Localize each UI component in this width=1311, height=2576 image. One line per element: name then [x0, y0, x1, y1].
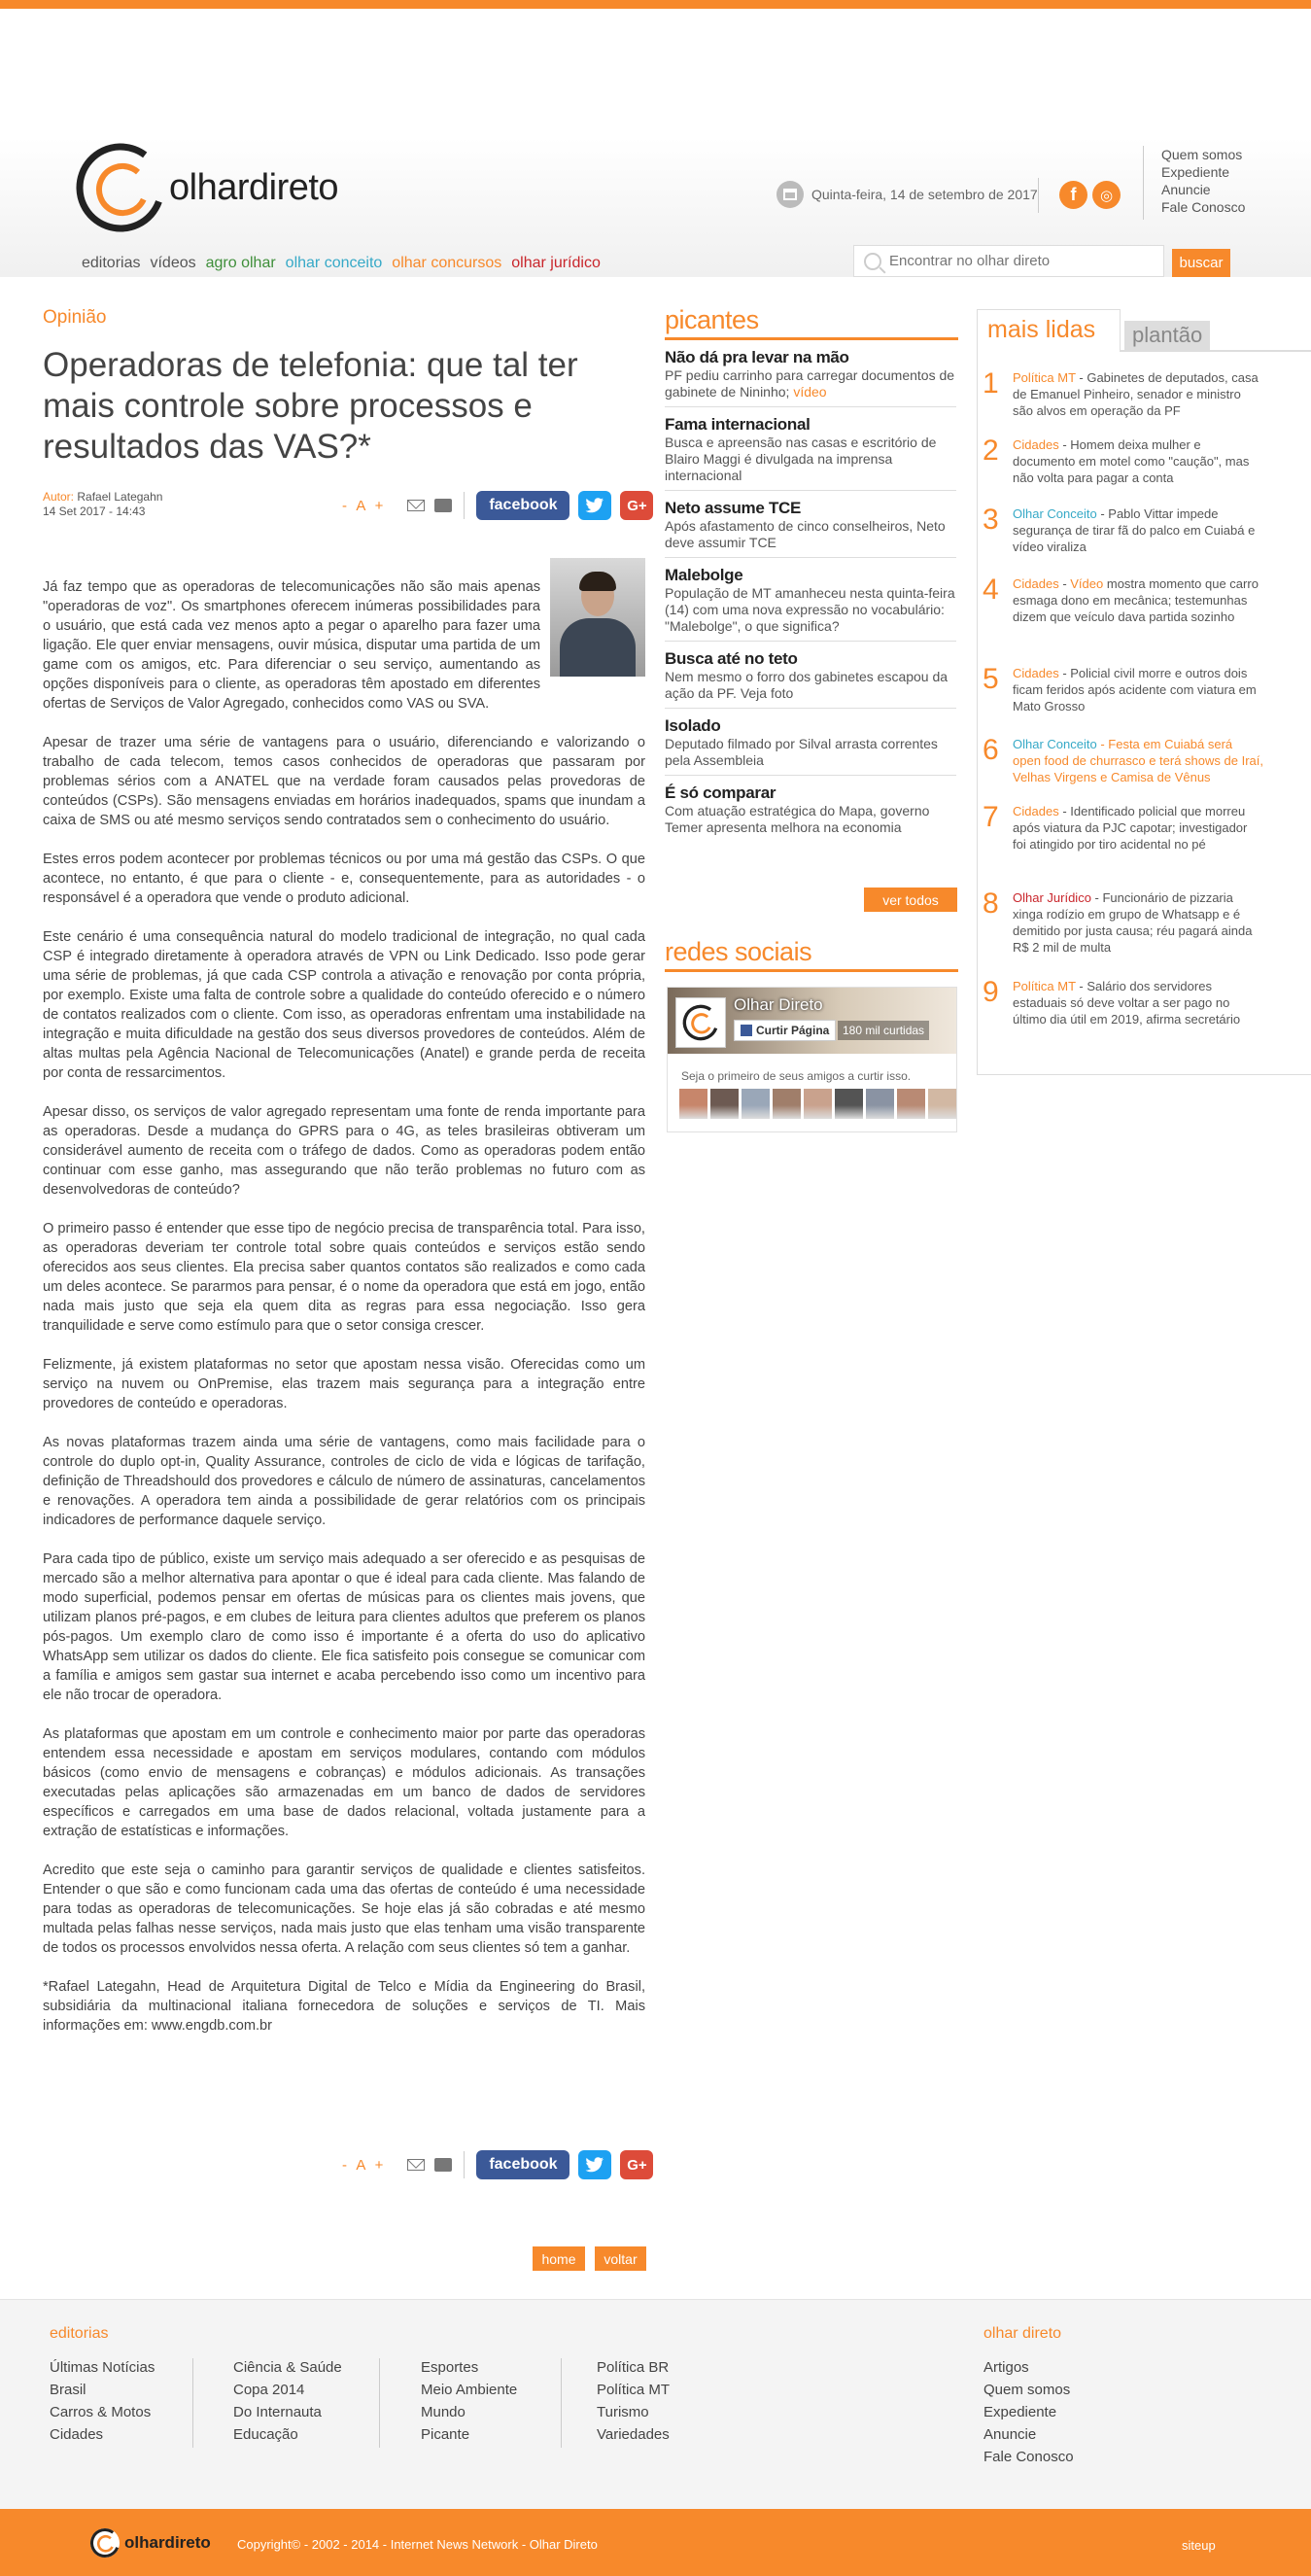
- nav-olhar-juridico[interactable]: olhar jurídico: [511, 255, 601, 271]
- rank-number: 8: [983, 888, 999, 920]
- article-paragraph: Já faz tempo que as operadoras de telecomunicações não são mais apenas "operadoras de voz". Os smartphones oferecem inúmeras possibilidades para o usuário, que está cada vez menos apto a pegar o aparelho para fazer uma ligação. Ele quer enviar mensagens, ouvir música, disputar uma partida de um game com os amigos, etc. Para diferenciar o seu serviço, aumentando as opções disponíveis para o cliente, as operadoras têm apostado em diferentes ofertas de Serviços de Valor Agregado, conhecidos como VAS ou SVA.: [43, 579, 540, 712]
- category-label[interactable]: Cidades: [1013, 576, 1059, 591]
- headline-text: - Gabinetes de deputados, casa de Emanuel Pinheiro, senador e ministro são alvos em operação da PF: [1013, 370, 1259, 418]
- article-paragraph: Acredito que este seja o caminho para garantir serviços de qualidade e clientes satisfeitos. Entender o que são e como funcionam cada uma das ofertas de conteúdo é uma necessidade para todas as operadoras de telecomunicações. Se hoje elas já são cobradas e até mesmo multada pelas falhas nesse serviços, nada mais justo que elas tenham uma visão transparente de todos os processos envolvidos nessa oferta. A relação com seus clientes só tem a ganhar.: [43, 1862, 645, 1956]
- footer-col-1: [50, 2356, 155, 2446]
- share-google-button[interactable]: G+: [620, 491, 653, 520]
- footer-editorias-heading: editorias: [50, 2325, 109, 2342]
- facebook-icon[interactable]: f: [1059, 181, 1087, 209]
- article-paragraph: Este cenário é uma consequência natural do modelo tradicional de integração, no qual cada CSP é integrado diretamente à operadora através de VPN ou Link Dedicado. Isso pode gerar uma série de problemas, já que cada CSP controla a ativação e renovação por conta própria, por exemplo. Existe uma falta de controle sobre a qualidade do conteúdo oferecido e o número de contatos realizados com o cliente. Com isso, as operadoras enfrentam uma instabilidade na integração e muita dificuldade na gestão dos seus diversos provedores de conteúdos. Além de altas multas pela Agência Nacional de Telecomunicações (Anatel) e grande perda de receita por conta de ressarcimentos.: [43, 929, 645, 1081]
- link-quem-somos[interactable]: Quem somos: [1161, 147, 1243, 162]
- picante-text: Com atuação estratégica do Mapa, governo Temer apresenta melhora na economia: [665, 803, 930, 835]
- footer-divider: [379, 2358, 380, 2448]
- mais-lidas-text: [1013, 505, 1263, 555]
- main-nav: [82, 255, 601, 272]
- footer-link[interactable]: Brasil: [50, 2382, 86, 2398]
- friend-avatar[interactable]: [742, 1089, 770, 1119]
- article-paragraph: Apesar disso, os serviços de valor agregado representam uma fonte de renda importante para as operadoras. Desde a mudança do GPRS para o 4G, as teles brasileiras obtiveram um considerável aumento de receita com o tráfego de dados. Como as operadoras podem então continuar com esse ganho, mas assegurando que não terão problemas no futuro com as desenvolvedoras de conteúdo?: [43, 1104, 645, 1198]
- tab-plantao[interactable]: plantão: [1124, 321, 1210, 352]
- link-expediente[interactable]: Expediente: [1161, 164, 1230, 180]
- footer-link[interactable]: Artigos: [983, 2359, 1029, 2376]
- footer-link[interactable]: Fale Conosco: [983, 2449, 1074, 2465]
- headline-text: - Policial civil morre e outros dois ficam feridos após acidente com viatura em Mato Grosso: [1013, 666, 1257, 714]
- home-button[interactable]: home: [533, 2246, 585, 2271]
- article-tools-bottom: [342, 2150, 653, 2179]
- footer-link[interactable]: Cidades: [50, 2426, 104, 2443]
- mais-lidas-item[interactable]: [983, 978, 1264, 1027]
- article-paragraph: As plataformas que apostam em um controle e conhecimento maior por parte das operadoras entendem essa necessidade e apostam em serviços modulares, contando com módulos básicos (como envio de mensagens e cobranças) e módulos adicionais. As transações executadas pelas aplicações são armazenadas em um banco de dados de servidores específicos e carregados em uma base de dados relacional, voltada justamente para a extração de estatísticas e informações.: [43, 1726, 645, 1839]
- friend-avatar[interactable]: [710, 1089, 739, 1119]
- friend-avatar[interactable]: [866, 1089, 894, 1119]
- category-label[interactable]: Cidades: [1013, 804, 1059, 818]
- rank-number: 1: [983, 367, 999, 400]
- category-label[interactable]: Vídeo: [1070, 576, 1104, 591]
- footer-logo-text: olhardireto: [124, 2533, 211, 2552]
- friend-avatar[interactable]: [804, 1089, 832, 1119]
- share-google-button[interactable]: G+: [620, 2150, 653, 2179]
- category-label[interactable]: Olhar Jurídico: [1013, 890, 1091, 905]
- category-label[interactable]: Política MT: [1013, 979, 1076, 993]
- top-accent-bar: [0, 0, 1311, 9]
- picante-item[interactable]: [665, 558, 956, 642]
- rank-number: 2: [983, 435, 999, 467]
- share-twitter-button[interactable]: [578, 2150, 611, 2179]
- footer-divider: [561, 2358, 562, 2448]
- redes-heading: redes sociais: [665, 937, 812, 966]
- footer-link[interactable]: Picante: [421, 2426, 470, 2443]
- footer-link[interactable]: Política MT: [597, 2382, 671, 2398]
- footer-link[interactable]: Carros & Motos: [50, 2404, 152, 2420]
- article-body: [43, 577, 645, 2055]
- category-label[interactable]: Cidades: [1013, 437, 1059, 452]
- footer-link[interactable]: Do Internauta: [233, 2404, 322, 2420]
- mais-lidas-item[interactable]: [983, 436, 1264, 486]
- siteup-credit[interactable]: siteup: [1182, 2538, 1216, 2553]
- like-label: Curtir Página: [756, 1024, 830, 1037]
- article-paragraph: *Rafael Lategahn, Head de Arquitetura Digital de Telco e Mídia da Engineering do Brasil, subsidiária da multinacional italiana fornecedora de soluções e serviços de TI. Mais informações em: www.engdb.com.br: [43, 1979, 645, 2034]
- tools-divider: [464, 492, 465, 519]
- font-size-control[interactable]: - A +: [342, 497, 387, 514]
- search-box: [853, 245, 1164, 277]
- footer-link[interactable]: Anuncie: [983, 2426, 1037, 2443]
- mais-lidas-item[interactable]: [983, 369, 1264, 419]
- picante-text: Deputado filmado por Silval arrasta correntes pela Assembleia: [665, 736, 938, 768]
- search-input[interactable]: [889, 253, 1152, 269]
- rank-number: 4: [983, 574, 999, 606]
- facebook-icon: [741, 1025, 752, 1036]
- article-paragraph: Para cada tipo de público, existe um serviço mais adequado a ser oferecido e as pesquisas de mercado são a melhor alternativa para apontar o que é ideal para cada cliente. Mas falando de modo superficial, podemos pensar em ofertas de músicas para os clientes mais jovens, que utilizam planos pré-pagos, e em clubes de leitura para clientes adultos que preferem os planos pós-pagos. Um exemplo claro de como isso é importante é a oferta do uso do aplicativo WhatsApp sem utilizar os dados do cliente. Ele fica satisfeito pois consegue se comunicar com a família e amigos sem gastar sua internet e acaba percebendo isso como um incentivo para ele não trocar de operadora.: [43, 1551, 645, 1703]
- header-links: [1161, 146, 1245, 216]
- picante-item[interactable]: [665, 709, 956, 776]
- mais-lidas-text: [1013, 436, 1263, 486]
- footer-logo[interactable]: [87, 2525, 211, 2560]
- footer-link[interactable]: Meio Ambiente: [421, 2382, 518, 2398]
- category-label[interactable]: Olhar Conceito: [1013, 737, 1097, 751]
- article-paragraph: Estes erros podem acontecer por problemas técnicos ou por uma má gestão das CSPs. O que acontece, no entanto, é que para o cliente - e, consequentemente, para as autoridades - o responsável é a operadora que vende o produto adicional.: [43, 852, 645, 906]
- picante-item[interactable]: [665, 340, 956, 407]
- mais-lidas-text: [1013, 736, 1263, 785]
- article-paragraph: O primeiro passo é entender que esse tipo de negócio precisa de transparência total. Para isso, as operadoras deveriam ter controle total sobre quais conteúdos e serviços estão sendo oferecidos aos seus clientes. Ela precisa saber quantos contatos são realizados e como cada um deles acontece. Se pararmos para pensar, é o nome da operadora que está em jogo, então nada mais justo que seja ela quem dita as regras para essa negociação. Isso gera tranquilidade e serve como estímulo para que o setor consiga crescer.: [43, 1221, 645, 1334]
- article-paragraph: Apesar de trazer uma série de vantagens para o usuário, diferenciando e valorizando o trabalho de cada telecom, temos casos conhecidos de operadoras que passaram por problemas sérios com a ANATEL que na verdade foram causados pelas provedoras de conteúdos (CSPs). São mensagens enviadas em horários inadequados, spams que inundam a caixa de SMS ou até mesmo serviços sendo contratados sem o conhecimento do usuário.: [43, 735, 645, 828]
- twitter-bird-icon: [585, 498, 604, 513]
- headline-text: - Funcionário de pizzaria xinga rodízio em grupo de Whatsapp e é demitido por justa causa; réu pagará ainda R$ 2 mil de multa: [1013, 890, 1253, 955]
- mais-lidas-item[interactable]: [983, 505, 1264, 555]
- date-text: Quinta-feira, 14 de setembro de 2017: [811, 187, 1038, 202]
- picante-item[interactable]: [665, 776, 956, 842]
- nav-editorias[interactable]: editorias: [82, 255, 141, 271]
- article-kicker[interactable]: Opinião: [43, 307, 107, 328]
- facebook-page-widget: [667, 987, 957, 1132]
- picante-title: Malebolge: [665, 566, 743, 584]
- picante-title: Não dá pra levar na mão: [665, 348, 849, 366]
- nav-agro-olhar[interactable]: agro olhar: [205, 255, 276, 271]
- tab-mais-lidas[interactable]: mais lidas: [977, 309, 1121, 354]
- separator: -: [1058, 576, 1071, 591]
- category-label[interactable]: Política MT: [1013, 370, 1076, 385]
- mais-lidas-item[interactable]: [983, 665, 1264, 714]
- headline-text: - Salário dos servidores estaduais só deve voltar a ser pago no último dia útil em 2019, afirma secretário: [1013, 979, 1241, 1027]
- friend-avatar[interactable]: [835, 1089, 863, 1119]
- search-button[interactable]: buscar: [1172, 249, 1230, 277]
- email-icon[interactable]: [407, 500, 425, 511]
- facebook-page-name[interactable]: Olhar Direto: [734, 995, 823, 1014]
- picantes-list: [665, 340, 956, 842]
- picantes-heading: picantes: [665, 305, 759, 334]
- link-anuncie[interactable]: Anuncie: [1161, 182, 1211, 197]
- twitter-bird-icon: [585, 2157, 604, 2173]
- author-name: Rafael Lategahn: [77, 490, 163, 504]
- author-label: Autor:: [43, 490, 75, 504]
- mais-lidas-text: [1013, 575, 1263, 625]
- footer-link[interactable]: Ciência & Saúde: [233, 2359, 342, 2376]
- footer-divider: [192, 2358, 193, 2448]
- picante-text: PF pediu carrinho para carregar documentos de gabinete de Nininho;: [665, 367, 955, 400]
- mais-lidas-text: [1013, 803, 1263, 853]
- share-facebook-button[interactable]: facebook: [476, 491, 569, 520]
- header-divider: [1038, 178, 1039, 213]
- headline-text: - Identificado policial que morreu após viatura da PJC capotar; investigador foi atingido por tiro acidental no pé: [1013, 804, 1248, 852]
- mais-lidas-item[interactable]: [983, 803, 1264, 853]
- footer-link[interactable]: Política BR: [597, 2359, 670, 2376]
- mais-lidas-text: [1013, 889, 1263, 956]
- footer-link[interactable]: Mundo: [421, 2404, 466, 2420]
- picante-item[interactable]: [665, 491, 956, 558]
- picante-tag[interactable]: vídeo: [793, 384, 827, 400]
- rank-number: 9: [983, 976, 999, 1008]
- footer-link[interactable]: Turismo: [597, 2404, 649, 2420]
- footer-col-3: [421, 2356, 517, 2446]
- picante-title: É só comparar: [665, 783, 776, 802]
- rank-number: 6: [983, 734, 999, 766]
- footer-link[interactable]: Educação: [233, 2426, 298, 2443]
- instagram-icon[interactable]: ◎: [1092, 181, 1121, 209]
- footer-link[interactable]: Variedades: [597, 2426, 670, 2443]
- ver-todos-button[interactable]: ver todos: [864, 888, 957, 912]
- footer-link[interactable]: Quem somos: [983, 2382, 1071, 2398]
- link-fale-conosco[interactable]: Fale Conosco: [1161, 199, 1246, 215]
- nav-olhar-concursos[interactable]: olhar concursos: [392, 255, 502, 271]
- picante-item[interactable]: [665, 407, 956, 491]
- mais-lidas-text: [1013, 369, 1263, 419]
- page-logo-icon: [675, 997, 726, 1048]
- friend-avatar[interactable]: [897, 1089, 925, 1119]
- article-byline: [43, 490, 162, 519]
- email-icon[interactable]: [407, 2159, 425, 2171]
- picante-text: Nem mesmo o forro dos gabinetes escapou da ação da PF. Veja foto: [665, 669, 949, 701]
- mais-lidas-text: [1013, 665, 1263, 714]
- picante-text: Após afastamento de cinco conselheiros, Neto deve assumir TCE: [665, 518, 946, 550]
- mais-lidas-item[interactable]: [983, 736, 1264, 785]
- article-datetime: 14 Set 2017 - 14:43: [43, 505, 146, 518]
- picante-text: População de MT amanheceu nesta quinta-feira (14) com uma nova expressão no vocabulário: "Malebolge", o que significa?: [665, 585, 955, 634]
- category-label[interactable]: Cidades: [1013, 666, 1059, 680]
- print-icon[interactable]: [434, 499, 452, 512]
- footer-olhar-links: [983, 2356, 1074, 2468]
- friend-avatar[interactable]: [679, 1089, 707, 1119]
- article-title: Operadoras de telefonia: que tal ter mais controle sobre processos e resultados das VAS?*: [43, 346, 578, 466]
- headline-text: - Homem deixa mulher e documento em motel como "caução", mas não volta para pagar a conta: [1013, 437, 1250, 485]
- logo-mark-icon: [87, 2525, 122, 2560]
- facebook-faces: [679, 1089, 956, 1119]
- footer-link[interactable]: Expediente: [983, 2404, 1057, 2420]
- facebook-friends-text: Seja o primeiro de seus amigos a curtir isso.: [681, 1069, 912, 1083]
- footer-link[interactable]: Copa 2014: [233, 2382, 305, 2398]
- logo-mark-icon: [74, 141, 167, 234]
- share-facebook-button[interactable]: facebook: [476, 2150, 569, 2179]
- share-twitter-button[interactable]: [578, 491, 611, 520]
- calendar-icon: [776, 181, 804, 208]
- footer-col-2: [233, 2356, 342, 2446]
- article-paragraph: Felizmente, já existem plataformas no setor que apostam nessa visão. Oferecidas como um serviço na nuvem ou OnPremise, elas trazem mais segurança para a integração entre provedores de conteúdo e operadoras.: [43, 1357, 645, 1411]
- article-paragraph: As novas plataformas trazem ainda uma série de vantagens, como mais facilidade para o controle do duplo opt-in, Quality Assurance, controles de ciclo de vida e lógicas de tarifação, definição de Threadshould dos provedores e cálculo de número de assinaturas, cancelamentos e renovações. A operadora tem ainda a possibilidade de gerar relatórios com os principais indicadores de performance daquele serviço.: [43, 1435, 645, 1528]
- picante-title: Fama internacional: [665, 415, 811, 434]
- mais-lidas-text: [1013, 978, 1263, 1027]
- rank-number: 3: [983, 504, 999, 536]
- picante-title: Busca até no teto: [665, 649, 798, 668]
- friend-avatar[interactable]: [928, 1089, 956, 1119]
- rank-number: 7: [983, 801, 999, 833]
- back-button[interactable]: voltar: [595, 2246, 646, 2271]
- redes-underline: [665, 969, 958, 972]
- tools-divider: [464, 2151, 465, 2178]
- header-links-divider: [1143, 146, 1144, 220]
- footer-link[interactable]: Esportes: [421, 2359, 479, 2376]
- facebook-likes-count: 180 mil curtidas: [838, 1021, 929, 1040]
- logo-text: olhardireto: [169, 166, 339, 208]
- site-logo[interactable]: [74, 141, 338, 234]
- copyright-text: Copyright© - 2002 - 2014 - Internet News Network - Olhar Direto: [237, 2537, 598, 2552]
- footer-col-4: [597, 2356, 670, 2446]
- facebook-like-button[interactable]: [734, 1020, 836, 1041]
- print-icon[interactable]: [434, 2158, 452, 2172]
- picante-title: Isolado: [665, 716, 721, 735]
- footer-olhar-heading: olhar direto: [983, 2325, 1062, 2342]
- facebook-cover: [668, 988, 956, 1054]
- rank-number: 5: [983, 663, 999, 695]
- picante-title: Neto assume TCE: [665, 499, 802, 517]
- headline-text: - Festa em Cuiabá será open food de churrasco e terá shows de Iraí, Velhas Virgens e Camisa de Vênus: [1013, 737, 1263, 784]
- nav-videos[interactable]: vídeos: [150, 255, 196, 271]
- picante-item[interactable]: [665, 642, 956, 709]
- headline-text: mostra momento que carro esmaga dono em mecânica; testemunhas dizem que veículo dava partida sozinho: [1013, 576, 1259, 624]
- picante-text: Busca e apreensão nas casas e escritório de Blairo Maggi é divulgada na imprensa internacional: [665, 435, 937, 483]
- category-label[interactable]: Olhar Conceito: [1013, 506, 1097, 521]
- footer-link[interactable]: Últimas Notícias: [50, 2359, 155, 2376]
- article-tools-top: [342, 491, 653, 520]
- nav-olhar-conceito[interactable]: olhar conceito: [285, 255, 383, 271]
- friend-avatar[interactable]: [773, 1089, 801, 1119]
- search-icon: [864, 253, 881, 270]
- headline-text: - Pablo Vittar impede segurança de tirar fã do palco em Cuiabá e vídeo viraliza: [1013, 506, 1256, 554]
- mais-lidas-item[interactable]: [983, 575, 1264, 625]
- font-size-control[interactable]: - A +: [342, 2156, 387, 2174]
- header-date: [776, 181, 1038, 208]
- mais-lidas-item[interactable]: [983, 889, 1264, 956]
